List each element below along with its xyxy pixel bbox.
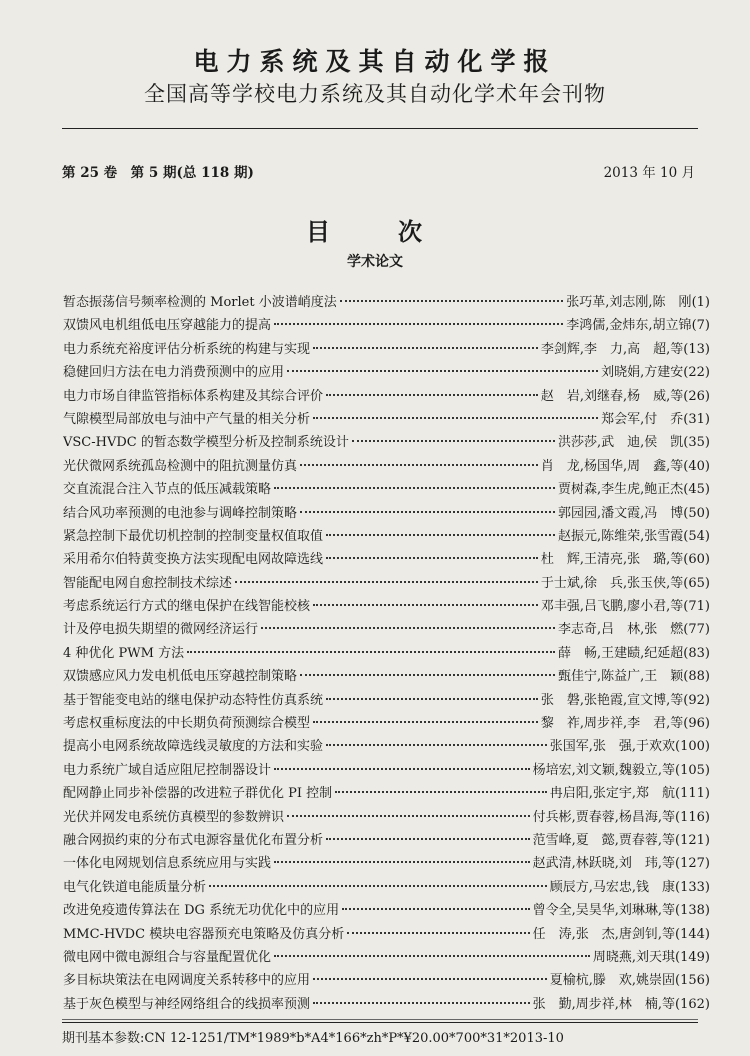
dot-leader	[326, 394, 538, 396]
toc-entry[interactable]	[63, 735, 710, 758]
toc-entry[interactable]	[63, 876, 710, 899]
article-title: 考虑权重标度法的中长期负荷预测综合模型	[63, 716, 311, 732]
toc-entry[interactable]	[63, 782, 710, 805]
article-authors: 赵武清,林跃晓,刘 玮,等	[532, 856, 676, 872]
page-number: ( 111 )	[675, 782, 710, 805]
page-number: ( 144 )	[675, 923, 710, 946]
dot-leader	[274, 768, 530, 770]
dot-leader	[274, 487, 555, 489]
footer-rule-thin	[62, 1019, 698, 1020]
dot-leader	[274, 323, 563, 325]
toc-entry[interactable]	[63, 618, 710, 641]
article-authors: 张 磐,张艳霞,宣文博,等	[540, 692, 684, 708]
dot-leader	[326, 557, 538, 559]
toc-entry[interactable]	[63, 689, 710, 712]
toc-entry[interactable]	[63, 455, 710, 478]
article-authors: 任 涛,张 杰,唐剑钊,等	[532, 926, 676, 942]
article-title: 一体化电网规划信息系统应用与实践	[63, 856, 272, 872]
article-authors: 赵 岩,刘继春,杨 威,等	[540, 388, 684, 404]
article-title: 紧急控制下最优切机控制的控制变量权值取值	[63, 528, 324, 544]
dot-leader	[261, 627, 555, 629]
page-number: ( 116 )	[675, 806, 710, 829]
article-title: 电力系统广域自适应阻尼控制器设计	[63, 762, 272, 778]
article-title: 融合网损约束的分布式电源容量优化布置分析	[63, 832, 324, 848]
page-number: ( 88 )	[683, 665, 710, 688]
dot-leader	[313, 1002, 530, 1004]
article-title: 暂态振荡信号频率检测的 Morlet 小波谱峭度法	[63, 295, 337, 310]
toc-entry[interactable]	[63, 291, 710, 314]
article-authors: 周晓燕,刘天琪	[592, 949, 676, 965]
dot-leader	[326, 534, 555, 536]
dot-leader	[274, 861, 530, 863]
article-title: 电力系统充裕度评估分析系统的构建与实现	[63, 341, 311, 357]
article-title: VSC-HVDC 的暂态数学模型分析及控制系统设计	[63, 435, 349, 451]
dot-leader	[326, 744, 547, 746]
page-number: ( 121 )	[675, 829, 710, 852]
page-number: ( 127 )	[675, 852, 710, 875]
page-number: ( 26 )	[683, 385, 710, 408]
dot-leader	[274, 955, 590, 957]
toc-entry[interactable]	[63, 338, 710, 361]
article-authors: 曾令全,吴昊华,刘琳琳,等	[532, 903, 676, 919]
toc-entry[interactable]	[63, 361, 710, 384]
article-title: 交直流混合注入节点的低压减载策略	[63, 482, 272, 498]
article-title: 采用希尔伯特黄变换方法实现配电网故障选线	[63, 552, 324, 568]
article-title: 智能配电网自愈控制技术综述	[63, 575, 233, 591]
page-number: ( 65 )	[683, 572, 710, 595]
page-number: ( 35 )	[683, 431, 710, 454]
article-authors: 杜 辉,王清亮,张 璐,等	[540, 552, 684, 568]
article-title: 基于灰色模型与神经网络组合的线损率预测	[63, 996, 311, 1012]
article-title: 气隙模型局部放电与油中产气量的相关分析	[63, 411, 311, 427]
toc-entry[interactable]	[63, 385, 710, 408]
article-authors: 邓丰强,吕飞鹏,廖小君,等	[540, 599, 684, 615]
page-number: ( 22 )	[683, 361, 710, 384]
article-authors: 甄佳宁,陈益广,王 颖	[558, 669, 684, 685]
dot-leader	[313, 604, 538, 606]
page-number: ( 45 )	[683, 478, 710, 501]
article-title: 配网静止同步补偿器的改进粒子群优化 PI 控制	[63, 786, 333, 802]
toc-entry[interactable]	[63, 314, 710, 337]
page-number: ( 83 )	[683, 642, 710, 665]
dot-leader	[300, 511, 555, 513]
dot-leader	[287, 815, 530, 817]
page-number: ( 60 )	[683, 548, 710, 571]
article-authors: 杨培宏,刘文颖,魏毅立,等	[532, 762, 676, 778]
page-number: ( 92 )	[683, 689, 710, 712]
dot-leader	[340, 300, 564, 302]
article-authors: 李鸿儒,金炜东,胡立锦	[566, 318, 692, 334]
dot-leader	[347, 932, 529, 934]
toc-entry[interactable]	[63, 993, 710, 1016]
toc-entry[interactable]	[63, 852, 710, 875]
page-number: ( 149 )	[675, 946, 710, 969]
dot-leader	[300, 674, 555, 676]
article-authors: 付兵彬,贾春蓉,杨昌海,等	[532, 809, 676, 825]
section-heading: 学术论文	[347, 254, 403, 270]
article-authors: 贾树森,李生虎,鲍正杰	[558, 482, 684, 498]
issue-date: 2013 年 10 月	[603, 165, 695, 181]
article-title: 光伏并网发电系统仿真模型的参数辨识	[63, 809, 285, 825]
article-title: 4 种优化 PWM 方法	[63, 645, 185, 661]
toc-entry[interactable]	[63, 431, 710, 454]
article-title: 基于智能变电站的继电保护动态特性仿真系统	[63, 692, 324, 708]
article-title: 结合风功率预测的电池参与调峰控制策略	[63, 505, 298, 521]
article-title: 光伏微网系统孤岛检测中的阻抗测量仿真	[63, 458, 298, 474]
article-authors: 张 勤,周步祥,林 楠,等	[532, 996, 676, 1012]
page-number: ( 105 )	[675, 759, 710, 782]
issue-info: 第 25 卷 第 5 期(总 118 期)	[62, 165, 254, 181]
dot-leader	[313, 978, 547, 980]
dot-leader	[313, 417, 598, 419]
article-authors: 刘晓娟,方建安	[601, 365, 684, 381]
toc-entry[interactable]	[63, 946, 710, 969]
dot-leader	[187, 651, 555, 653]
article-title: 提高小电网系统故障选线灵敏度的方法和实验	[63, 739, 324, 755]
header-rule	[62, 128, 698, 129]
article-authors: 赵振元,陈维荣,张雪霞	[558, 528, 684, 544]
page-number: ( 50 )	[683, 502, 710, 525]
toc-entry[interactable]	[63, 899, 710, 922]
article-authors: 于士斌,徐 兵,张玉侠,等	[540, 575, 684, 591]
article-authors: 张国军,张 强,于欢欢	[549, 739, 676, 755]
dot-leader	[313, 721, 538, 723]
article-title: 双馈感应风力发电机低电压穿越控制策略	[63, 669, 298, 685]
toc-entry[interactable]	[63, 806, 710, 829]
toc-entry[interactable]	[63, 923, 710, 946]
toc-entry[interactable]	[63, 595, 710, 618]
article-title: 考虑系统运行方式的继电保护在线智能校核	[63, 599, 311, 615]
dot-leader	[352, 440, 555, 442]
page-number: ( 1 )	[692, 291, 710, 314]
article-authors: 李剑辉,李 力,高 超,等	[540, 341, 684, 357]
toc-entry[interactable]	[63, 572, 710, 595]
article-authors: 郭园园,潘文霞,冯 博	[558, 505, 684, 521]
page-number: ( 54 )	[683, 525, 710, 548]
toc-list	[63, 291, 710, 1016]
dot-leader	[287, 370, 598, 372]
toc-entry[interactable]	[63, 478, 710, 501]
page-number: ( 138 )	[675, 899, 710, 922]
article-authors: 李志奇,吕 林,张 燃	[558, 622, 684, 638]
toc-entry[interactable]	[63, 712, 710, 735]
toc-entry[interactable]	[63, 829, 710, 852]
toc-heading: 目 次	[306, 218, 444, 246]
article-title: 双馈风电机组低电压穿越能力的提高	[63, 318, 272, 334]
page-number: ( 7 )	[692, 314, 710, 337]
page-number: ( 100 )	[675, 735, 710, 758]
page-number: ( 71 )	[683, 595, 710, 618]
article-authors: 顾辰方,马宏忠,钱 康	[549, 879, 676, 895]
toc-entry[interactable]	[63, 548, 710, 571]
article-title: 改进免疫遗传算法在 DG 系统无功优化中的应用	[63, 903, 340, 919]
dot-leader	[326, 698, 538, 700]
dot-leader	[209, 885, 547, 887]
article-authors: 郑会军,付 乔	[601, 411, 684, 427]
article-title: 电气化铁道电能质量分析	[63, 879, 207, 895]
toc-entry[interactable]	[63, 502, 710, 525]
article-title: 多目标块策法在电网调度关系转移中的应用	[63, 973, 311, 989]
toc-entry[interactable]	[63, 525, 710, 548]
article-authors: 洪莎莎,武 迪,侯 凯	[558, 435, 684, 451]
article-title: 计及停电损失期望的微网经济运行	[63, 622, 259, 638]
journal-subtitle: 全国高等学校电力系统及其自动化学术年会刊物	[144, 82, 606, 106]
dot-leader	[342, 908, 530, 910]
page-number: ( 13 )	[683, 338, 710, 361]
page-number: ( 156 )	[675, 969, 710, 992]
article-authors: 薛 畅,王建赜,纪延超	[558, 645, 684, 661]
article-title: 微电网中微电源组合与容量配置优化	[63, 949, 272, 965]
article-authors: 张巧革,刘志刚,陈 刚	[566, 295, 692, 310]
dot-leader	[326, 838, 530, 840]
journal-title: 电力系统及其自动化学报	[193, 47, 557, 76]
article-authors: 黎 祚,周步祥,李 君,等	[540, 716, 684, 732]
toc-entry[interactable]	[63, 665, 710, 688]
footer-rule	[62, 1022, 698, 1023]
page-number: ( 96 )	[683, 712, 710, 735]
article-authors: 冉启阳,张定宇,郑 航	[549, 786, 676, 802]
page-number: ( 133 )	[675, 876, 710, 899]
article-authors: 范雪峰,夏 懿,贾春蓉,等	[532, 832, 676, 848]
journal-parameters: 期刊基本参数:CN 12-1251/TM*1989*b*A4*166*zh*P*¥20.00*700*31*2013-10	[62, 1031, 564, 1046]
article-title: 电力市场自律监管指标体系构建及其综合评价	[63, 388, 324, 404]
toc-entry[interactable]	[63, 969, 710, 992]
page-number: ( 162 )	[675, 993, 710, 1016]
page-number: ( 77 )	[683, 618, 710, 641]
dot-leader	[335, 791, 547, 793]
toc-entry[interactable]	[63, 408, 710, 431]
toc-entry[interactable]	[63, 759, 710, 782]
toc-entry[interactable]	[63, 642, 710, 665]
page-number: ( 40 )	[683, 455, 710, 478]
article-title: MMC-HVDC 模块电容器预充电策略及仿真分析	[63, 926, 345, 942]
dot-leader	[235, 581, 538, 583]
article-authors: 夏榆杭,滕 欢,姚崇固	[549, 973, 676, 989]
page-number: ( 31 )	[683, 408, 710, 431]
article-title: 稳健回归方法在电力消费预测中的应用	[63, 365, 285, 381]
dot-leader	[313, 347, 538, 349]
dot-leader	[300, 464, 538, 466]
article-authors: 肖 龙,杨国华,周 鑫,等	[540, 458, 684, 474]
